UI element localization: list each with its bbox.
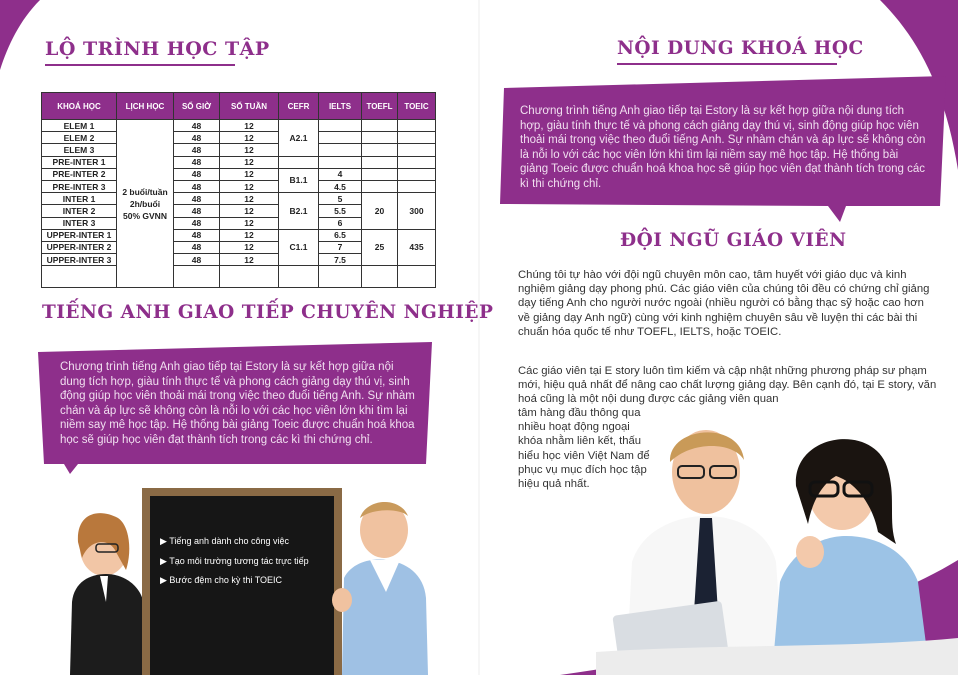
teachers-paragraph-2b: tâm hàng đầu thông qua nhiều hoạt động ngoại khóa nhằm liên kết, thấu hiểu học viên Việt Nam để phục vụ mục đích học tập hiệu quả nhất. xyxy=(518,407,650,491)
header-hours: SỐ GIỜ xyxy=(174,93,220,120)
course-table xyxy=(41,92,436,288)
cefr-cell: B1.1 xyxy=(279,168,319,192)
weeks-cell: 12 xyxy=(220,180,279,192)
cefr-cell-empty xyxy=(279,156,319,168)
hours-cell: 48 xyxy=(174,132,220,144)
course-name: INTER 3 xyxy=(42,217,117,229)
empty-cell xyxy=(174,266,220,288)
weeks-cell: 12 xyxy=(220,168,279,180)
ielts-cell: 5.5 xyxy=(319,205,362,217)
board-item-text: Tạo môi trường tương tác trực tiếp xyxy=(169,556,309,566)
ielts-cell xyxy=(319,156,362,168)
toefl-cell: 25 xyxy=(362,229,398,266)
toefl-cell xyxy=(362,144,398,156)
triangle-bullet-icon: ▶ xyxy=(160,575,170,585)
weeks-cell: 12 xyxy=(220,120,279,132)
teachers-paragraph-2a: Các giáo viên tại E story luôn tìm kiếm và cập nhật những phương pháp sư phạm mới, hiệu quả nhất để nâng cao chất lượng giảng dạy. Bên cạnh đó, tại E story, văn hoá cũng là một nội dung được các giảng viên quan xyxy=(518,365,937,406)
course-name: UPPER-INTER 2 xyxy=(42,241,117,253)
hours-cell: 48 xyxy=(174,156,220,168)
schedule-line: 2h/buổi xyxy=(129,198,161,209)
teachers-title: ĐỘI NGŨ GIÁO VIÊN xyxy=(620,230,847,251)
toeic-cell xyxy=(398,120,436,132)
board-item-1 xyxy=(160,536,289,547)
hours-cell: 48 xyxy=(174,168,220,180)
ielts-cell xyxy=(319,120,362,132)
cefr-cell: C1.1 xyxy=(279,229,319,266)
hours-cell: 48 xyxy=(174,254,220,266)
weeks-cell: 12 xyxy=(220,193,279,205)
table-row xyxy=(42,156,436,168)
ielts-cell: 7 xyxy=(319,241,362,253)
board-item-3 xyxy=(160,575,282,586)
ielts-cell xyxy=(319,144,362,156)
ielts-cell: 4 xyxy=(319,168,362,180)
empty-cell xyxy=(398,266,436,288)
toefl-cell: 20 xyxy=(362,193,398,230)
ielts-cell xyxy=(319,132,362,144)
table-row xyxy=(42,132,436,144)
table-row xyxy=(42,180,436,192)
empty-cell xyxy=(42,266,117,288)
board-item-text: Bước đệm cho kỳ thi TOEIC xyxy=(169,575,283,585)
empty-cell xyxy=(319,266,362,288)
table-row xyxy=(42,120,436,132)
weeks-cell: 12 xyxy=(220,254,279,266)
course-name: ELEM 1 xyxy=(42,120,117,132)
content-text: Chương trình tiếng Anh giao tiếp tại Estory là sự kết hợp giữa nội dung tích hợp, giàu tính thực tế và phong cách giảng dạy thú vị, sinh động giúp học viên thoải mái trong việc theo đuổi tiếng Anh. Sự nhàm chán và áp lực sẽ không còn là nỗi lo với các học viên lớn khi tìm lại niềm say mê học tập. Hệ thống bài giảng Toeic được chuẩn hoá khoa học sẽ giúp học viên đạt thành tích trong các kì thi chứng chỉ. xyxy=(520,105,926,190)
teachers-photo xyxy=(596,412,958,675)
toeic-cell xyxy=(398,156,436,168)
schedule-cell xyxy=(117,120,174,288)
header-course: KHOÁ HỌC xyxy=(42,93,117,120)
schedule-title-underline xyxy=(45,64,235,66)
ielts-cell: 6 xyxy=(319,217,362,229)
table-row xyxy=(42,144,436,156)
weeks-cell: 12 xyxy=(220,205,279,217)
hours-cell: 48 xyxy=(174,180,220,192)
empty-cell xyxy=(362,266,398,288)
hours-cell: 48 xyxy=(174,217,220,229)
ielts-cell: 6.5 xyxy=(319,229,362,241)
schedule-line: 2 buổi/tuần xyxy=(122,186,168,197)
header-cefr: CEFR xyxy=(279,93,319,120)
empty-cell xyxy=(279,266,319,288)
weeks-cell: 12 xyxy=(220,156,279,168)
toefl-cell xyxy=(362,180,398,192)
teachers-paragraph-1: Chúng tôi tự hào với đội ngũ chuyên môn cao, tâm huyết với giáo dục và kinh nghiệm giảng dạy phong phú. Các giáo viên của chúng tôi đều có chứng chỉ giảng dạy tiếng Anh cho người nước ngoài (nhiều người có bằng thạc sỹ hoặc cao hơn về giảng dạy Anh ngữ) cùng với kinh nghiệm chuyên sâu về luyện thi các bài thi chuẩn hóa quốc tế như TOEFL, IELTS, hoặc TOEIC. xyxy=(518,269,930,338)
weeks-cell: 12 xyxy=(220,132,279,144)
course-name: UPPER-INTER 1 xyxy=(42,229,117,241)
schedule-line: 50% GVNN xyxy=(123,210,167,221)
table-row-empty xyxy=(42,266,436,288)
empty-cell xyxy=(220,266,279,288)
top-left-swoosh xyxy=(0,0,40,70)
cefr-cell: A2.1 xyxy=(279,120,319,157)
course-name: ELEM 2 xyxy=(42,132,117,144)
pro-text: Chương trình tiếng Anh giao tiếp tại Estory là sự kết hợp giữa nội dung tích hợp, giàu tính thực tế và phong cách giảng dạy thú vị, sinh động giúp học viên thoải mái trong việc theo đuổi tiếng Anh. Sự nhàm chán và áp lực sẽ không còn là nỗi lo với các học viên lớn khi tìm lại niềm say mê học tập. Hệ thống bài giảng Toeic được chuẩn hoá khoa học sẽ giúp học viên đạt thành tích trong các kì thi chứng chỉ. xyxy=(60,361,415,446)
ielts-cell: 4.5 xyxy=(319,180,362,192)
pro-text-box xyxy=(38,342,432,474)
course-name: INTER 1 xyxy=(42,193,117,205)
weeks-cell: 12 xyxy=(220,217,279,229)
content-title: NỘI DUNG KHOÁ HỌC xyxy=(617,38,864,59)
toeic-cell: 300 xyxy=(398,193,436,230)
weeks-cell: 12 xyxy=(220,241,279,253)
triangle-bullet-icon: ▶ xyxy=(160,536,170,546)
ielts-cell: 7.5 xyxy=(319,254,362,266)
board-item-2 xyxy=(160,556,309,567)
cefr-cell: B2.1 xyxy=(279,193,319,230)
header-toefl: TOEFL xyxy=(362,93,398,120)
hours-cell: 48 xyxy=(174,205,220,217)
content-text-box xyxy=(500,76,946,222)
content-title-underline xyxy=(617,63,837,65)
toeic-cell xyxy=(398,144,436,156)
triangle-bullet-icon: ▶ xyxy=(160,556,170,566)
hours-cell: 48 xyxy=(174,120,220,132)
toefl-cell xyxy=(362,132,398,144)
toeic-cell: 435 xyxy=(398,229,436,266)
weeks-cell: 12 xyxy=(220,229,279,241)
header-toeic: TOEIC xyxy=(398,93,436,120)
course-name: ELEM 3 xyxy=(42,144,117,156)
toefl-cell xyxy=(362,168,398,180)
toeic-cell xyxy=(398,132,436,144)
pro-title: TIẾNG ANH GIAO TIẾP CHUYÊN NGHIỆP xyxy=(42,302,494,323)
toeic-cell xyxy=(398,180,436,192)
course-name: PRE-INTER 1 xyxy=(42,156,117,168)
header-ielts: IELTS xyxy=(319,93,362,120)
board-item-text: Tiếng anh dành cho công việc xyxy=(169,536,290,546)
header-schedule: LỊCH HỌC xyxy=(117,93,174,120)
hours-cell: 48 xyxy=(174,241,220,253)
table-row xyxy=(42,229,436,241)
hours-cell: 48 xyxy=(174,229,220,241)
toefl-cell xyxy=(362,120,398,132)
toeic-cell xyxy=(398,168,436,180)
ielts-cell: 5 xyxy=(319,193,362,205)
toefl-cell xyxy=(362,156,398,168)
course-name: PRE-INTER 3 xyxy=(42,180,117,192)
table-row xyxy=(42,193,436,205)
course-name: PRE-INTER 2 xyxy=(42,168,117,180)
hours-cell: 48 xyxy=(174,193,220,205)
table-row xyxy=(42,168,436,180)
course-name: INTER 2 xyxy=(42,205,117,217)
schedule-title: LỘ TRÌNH HỌC TẬP xyxy=(45,38,270,60)
header-weeks: SỐ TUẦN xyxy=(220,93,279,120)
weeks-cell: 12 xyxy=(220,144,279,156)
hours-cell: 48 xyxy=(174,144,220,156)
course-name: UPPER-INTER 3 xyxy=(42,254,117,266)
